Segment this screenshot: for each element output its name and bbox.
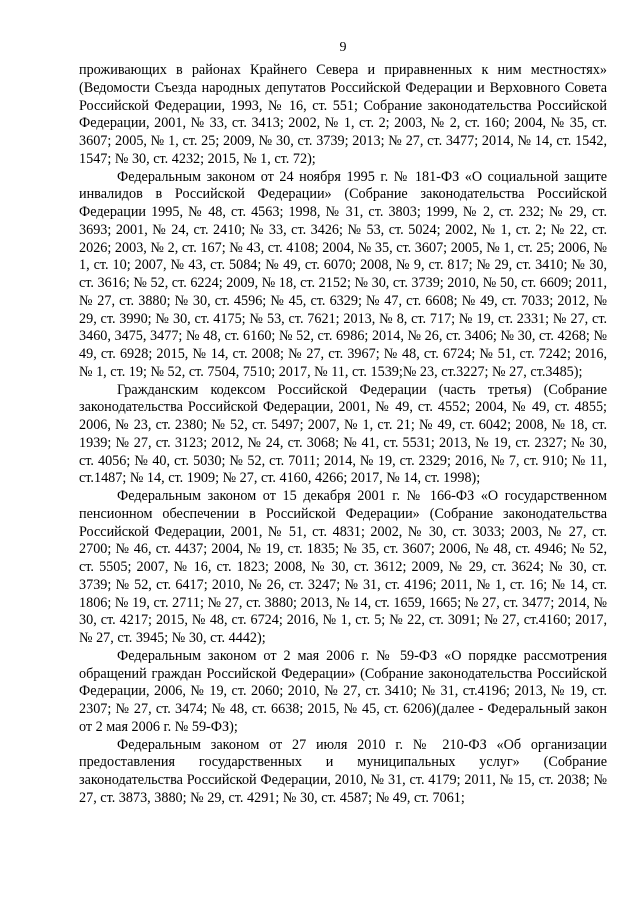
page-number: 9 bbox=[339, 40, 347, 55]
paragraph-civil-code: Гражданским кодексом Российской Федерации (часть третья) (Собрание законодательства Российской Федерации, 2001, № 49, ст. 4552; 2004, № 49, ст. 4855; 2006, № 23, ст. 2380; № 52, ст. 5497; 2007, № 1, ст. 21; № 49, ст. 6042; 2008, № 18, ст. 1939; № 27, ст. 3123; 2012, № 24, ст. 3068; № 41, ст. 5531; 2013, № 19, ст. 2327; № 30, ст. 4056; № 40, ст. 5030; № 52, ст. 7011; 2014, № 19, ст. 2329; 2016, № 7, ст. 910; № 11, ст.1487; № 14, ст. 1909; № 27, ст. 4160, 4266; 2017, № 14, ст. 1998); bbox=[79, 381, 607, 487]
paragraph-law-166-fz: Федеральным законом от 15 декабря 2001 г. № 166-ФЗ «О государственном пенсионном обеспечении в Российской Федерации» (Собрание законодательства Российской Федерации, 2001, № 51, ст. 4831; 2002, № 30, ст. 3033; 2003, № 27, ст. 2700; № 46, ст. 4437; 2004, № 19, ст. 1835; № 35, ст. 3607; 2006, № 48, ст. 4946; № 52, ст. 5505; 2007, № 16, ст. 1823; 2008, № 30, ст. 3612; 2009, № 29, ст. 3624; № 30, ст. 3739; № 52, ст. 6417; 2010, № 26, ст. 3247; № 31, ст. 4196; 2011, № 1, ст. 16; № 14, ст. 1806; № 19, ст. 2711; № 27, ст. 3880; 2013, № 14, ст. 1659, 1665; № 27, ст. 3477; 2014, № 30, ст. 4217; 2015, № 48, ст. 6724; 2016, № 1, ст. 5; № 22, ст. 3091; № 27, ст.4160; 2017, № 27, ст. 3945; № 30, ст. 4442); bbox=[79, 488, 607, 646]
paragraph-law-181-fz: Федеральным законом от 24 ноября 1995 г. № 181-ФЗ «О социальной защите инвалидов в Российской Федерации» (Собрание законодательства Российской Федерации 1995, № 48, ст. 4563; 1998, № 31, ст. 3803; 1999, № 2, ст. 232; № 29, ст. 3693; 2001, № 24, ст. 2410; № 33, ст. 3426; № 53, ст. 5024; 2002, № 1, ст. 2; № 22, ст. 2026; 2003, № 2, ст. 167; № 43, ст. 4108; 2004, № 35, ст. 3607; 2005, № 1, ст. 25; 2006, № 1, ст. 10; 2007, № 43, ст. 5084; № 49, ст. 6070; 2008, № 9, ст. 817; № 29, ст. 3410; № 30, ст. 3616; № 52, ст. 6224; 2009, № 18, ст. 2152; № 30, ст. 3739; 2010, № 50, ст. 6609; 2011, № 27, ст. 3880; № 30, ст. 4596; № 45, ст. 6329; № 47, ст. 6608; № 49, ст. 7033; 2012, № 29, ст. 3990; № 30, ст. 4175; № 53, ст. 7621; 2013, № 8, ст. 717; № 19, ст. 2331; № 27, ст. 3460, 3475, 3477; № 48, ст. 6160; № 52, ст. 6986; 2014, № 26, ст. 3406; № 30, ст. 4268; № 49, ст. 6928; 2015, № 14, ст. 2008; № 27, ст. 3967; № 48, ст. 6724; № 51, ст. 7242; 2016, № 1, ст. 19; № 52, ст. 7504, 7510; 2017, № 11, ст. 1539;№ 23, ст.3227; № 27, ст.3485); bbox=[79, 168, 607, 380]
paragraph-law-210-fz: Федеральным законом от 27 июля 2010 г. № 210-ФЗ «Об организации предоставления государственных и муниципальных услуг» (Собрание законодательства Российской Федерации, 2010, № 31, ст. 4179; 2011, № 15, ст. 2038; № 27, ст. 3873, 3880; № 29, ст. 4291; № 30, ст. 4587; № 49, ст. 7061; bbox=[79, 736, 607, 806]
paragraph-continuation: проживающих в районах Крайнего Севера и приравненных к ним местностях» (Ведомости Съезда народных депутатов Российской Федерации и Верховного Совета Российской Федерации, 1993, № 16, ст. 551; Собрание законодательства Российской Федерации, 2001, № 33, ст. 3413; 2002, № 1, ст. 2; 2003, № 2, ст. 160; 2004, № 35, ст. 3607; 2005, № 1, ст. 25; 2009, № 30, ст. 3739; 2013; № 27, ст. 3477; 2014, № 14, ст. 1542, 1547; № 30, ст. 4232; 2015, № 1, ст. 72); bbox=[79, 62, 607, 167]
paragraph-law-59-fz: Федеральным законом от 2 мая 2006 г. № 59-ФЗ «О порядке рассмотрения обращений граждан Российской Федерации» (Собрание законодательства Российской Федерации, 2006, № 19, ст. 2060; 2010, № 27, ст. 3410; № 31, ст.4196; 2013, № 19, ст. 2307; № 27, ст. 3474; № 48, ст. 6638; 2015, № 45, ст. 6206)(далее - Федеральный закон от 2 мая 2006 г. № 59-ФЗ); bbox=[79, 647, 607, 735]
